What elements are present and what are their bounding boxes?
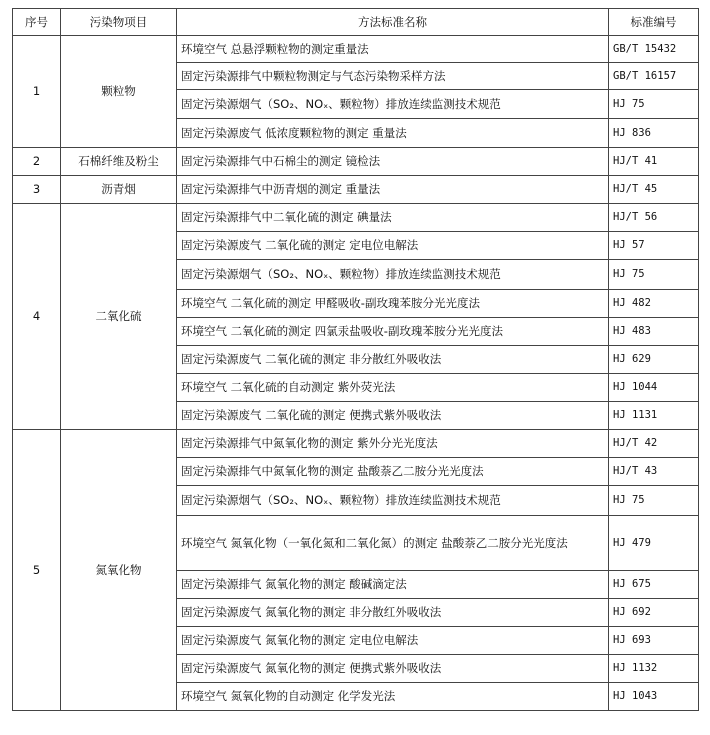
method-name: 固定污染源废气 氮氧化物的测定 非分散红外吸收法 xyxy=(177,599,609,627)
header-method: 方法标准名称 xyxy=(177,9,609,36)
row-number: 5 xyxy=(13,430,61,711)
method-name: 固定污染源废气 二氧化硫的测定 便携式紫外吸收法 xyxy=(177,402,609,430)
table-row xyxy=(13,176,699,204)
method-name: 固定污染源排气中颗粒物测定与气态污染物采样方法 xyxy=(177,63,609,90)
method-name: 环境空气 氮氧化物（一氧化氮和二氧化氮）的测定 盐酸萘乙二胺分光光度法 xyxy=(177,516,609,571)
standard-code: HJ 629 xyxy=(609,346,699,374)
standard-code: HJ 675 xyxy=(609,571,699,599)
method-name: 固定污染源废气 二氧化硫的测定 定电位电解法 xyxy=(177,232,609,260)
row-number: 4 xyxy=(13,204,61,430)
method-name: 固定污染源废气 低浓度颗粒物的测定 重量法 xyxy=(177,119,609,148)
method-name: 环境空气 二氧化硫的自动测定 紫外荧光法 xyxy=(177,374,609,402)
standard-code: HJ 1043 xyxy=(609,683,699,711)
method-name: 固定污染源烟气（SO₂、NOₓ、颗粒物）排放连续监测技术规范 xyxy=(177,260,609,290)
method-name: 固定污染源烟气（SO₂、NOₓ、颗粒物）排放连续监测技术规范 xyxy=(177,90,609,119)
pollutant-item: 二氧化硫 xyxy=(61,204,177,430)
standard-code: GB/T 15432 xyxy=(609,36,699,63)
method-name: 固定污染源排气 氮氧化物的测定 酸碱滴定法 xyxy=(177,571,609,599)
pollutant-item: 沥青烟 xyxy=(61,176,177,204)
row-number: 2 xyxy=(13,148,61,176)
standard-code: HJ 693 xyxy=(609,627,699,655)
pollutant-item: 颗粒物 xyxy=(61,36,177,148)
row-number: 3 xyxy=(13,176,61,204)
method-name: 固定污染源排气中二氧化硫的测定 碘量法 xyxy=(177,204,609,232)
standards-table xyxy=(12,8,699,711)
standard-code: HJ 483 xyxy=(609,318,699,346)
standard-code: HJ 692 xyxy=(609,599,699,627)
table-row xyxy=(13,148,699,176)
pollutant-item: 石棉纤维及粉尘 xyxy=(61,148,177,176)
method-name: 固定污染源废气 氮氧化物的测定 便携式紫外吸收法 xyxy=(177,655,609,683)
standard-code: GB/T 16157 xyxy=(609,63,699,90)
standard-code: HJ 1131 xyxy=(609,402,699,430)
header-row xyxy=(13,9,699,36)
table-row xyxy=(13,36,699,63)
standard-code: HJ/T 42 xyxy=(609,430,699,458)
standard-code: HJ 75 xyxy=(609,260,699,290)
standard-code: HJ 482 xyxy=(609,290,699,318)
header-no: 序号 xyxy=(13,9,61,36)
method-name: 固定污染源排气中氮氧化物的测定 紫外分光光度法 xyxy=(177,430,609,458)
standard-code: HJ 1044 xyxy=(609,374,699,402)
method-name: 环境空气 总悬浮颗粒物的测定重量法 xyxy=(177,36,609,63)
standard-code: HJ/T 43 xyxy=(609,458,699,486)
row-number: 1 xyxy=(13,36,61,148)
table-row xyxy=(13,430,699,458)
standard-code: HJ 479 xyxy=(609,516,699,571)
standard-code: HJ 75 xyxy=(609,90,699,119)
standard-code: HJ 1132 xyxy=(609,655,699,683)
method-name: 固定污染源废气 二氧化硫的测定 非分散红外吸收法 xyxy=(177,346,609,374)
standard-code: HJ 57 xyxy=(609,232,699,260)
method-name: 环境空气 氮氧化物的自动测定 化学发光法 xyxy=(177,683,609,711)
pollutant-item: 氮氧化物 xyxy=(61,430,177,711)
header-item: 污染物项目 xyxy=(61,9,177,36)
header-code: 标准编号 xyxy=(609,9,699,36)
table-body xyxy=(13,36,699,711)
standard-code: HJ/T 41 xyxy=(609,148,699,176)
standard-code: HJ 836 xyxy=(609,119,699,148)
method-name: 固定污染源排气中沥青烟的测定 重量法 xyxy=(177,176,609,204)
method-name: 环境空气 二氧化硫的测定 甲醛吸收-副玫瑰苯胺分光光度法 xyxy=(177,290,609,318)
standard-code: HJ/T 45 xyxy=(609,176,699,204)
standard-code: HJ/T 56 xyxy=(609,204,699,232)
method-name: 环境空气 二氧化硫的测定 四氯汞盐吸收-副玫瑰苯胺分光光度法 xyxy=(177,318,609,346)
table-row xyxy=(13,204,699,232)
method-name: 固定污染源废气 氮氧化物的测定 定电位电解法 xyxy=(177,627,609,655)
method-name: 固定污染源烟气（SO₂、NOₓ、颗粒物）排放连续监测技术规范 xyxy=(177,486,609,516)
method-name: 固定污染源排气中石棉尘的测定 镜检法 xyxy=(177,148,609,176)
method-name: 固定污染源排气中氮氧化物的测定 盐酸萘乙二胺分光光度法 xyxy=(177,458,609,486)
standard-code: HJ 75 xyxy=(609,486,699,516)
